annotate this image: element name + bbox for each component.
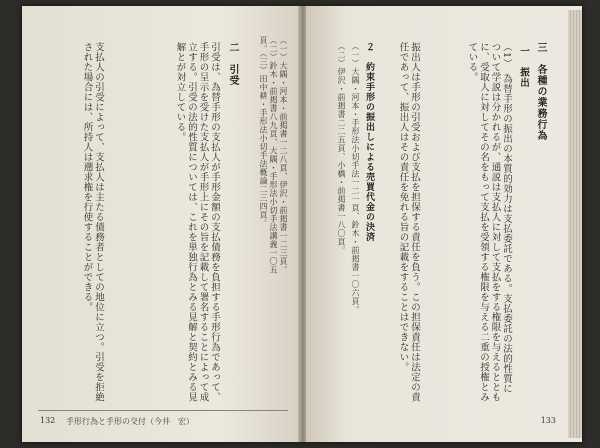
left-section-title: 二 引受 [227, 42, 238, 86]
left-running-footer: 手形行為と手形の交付（今井 宏） [66, 417, 194, 426]
right-section-title: 三 各種の業務行為 [535, 42, 546, 141]
right-paragraph-1: （1） 為替手形の振出の本質的効力は支払委託である。支払委託の法的性質について学説は分かれるが、通説は支払人に対して支払をする権限を与えるとともに、受取人に対してその名をもって支払を受領する権限を与える二重の授権とみている。 [466, 42, 512, 402]
right-paragraph-2: 振出人は手形の引受および支払を担保する責任を負う。この担保責任は法定の責任であって、振出人はその責任を免れる旨の記載をすることはできない。 [397, 42, 420, 402]
right-footnote-2: （二）伊沢・前掲書二二五頁、小橋・前掲書一八〇頁。 [337, 42, 346, 255]
right-page [306, 6, 582, 442]
right-sub-item-title: ２ 約束手形の振出しによる売買代金の決済 [364, 42, 374, 242]
open-book [22, 6, 582, 442]
left-footer-rule [38, 410, 288, 411]
left-footnote-block: （一）大隅・河本・前掲書一二八頁、伊沢・前掲書一二三頁。（二）鈴木・前掲書八九頁、大隅・手形法小切手法講義一〇五頁。（三）田中耕・手形法小切手法概論二三四頁。 [259, 36, 288, 274]
right-footnote-1: （一）大隅・河本・手形法小切手法一二一頁、鈴木・前掲書一〇六頁。 [351, 42, 360, 314]
right-subsection-title: 一 振出 [518, 46, 529, 88]
left-page [22, 6, 302, 442]
left-page-number: 132 [40, 416, 56, 425]
left-paragraph-1: 引受は、為替手形の支払人が手形金額の支払債務を負担する手形行為であって、手形の呈示を受けた支払人が手形上にその旨を記載して署名することによって成立する。引受の法的性質については、これを単独行為とみる見解と契約とみる見解とが対立している。 [174, 42, 220, 402]
left-paragraph-2: 支払人の引受によって、支払人は主たる債務者としての地位に立つ。引受を拒絶された場合には、所持人は遡求権を行使することができる。 [81, 42, 104, 402]
page-edges [568, 10, 582, 438]
right-page-number: 133 [540, 416, 556, 425]
